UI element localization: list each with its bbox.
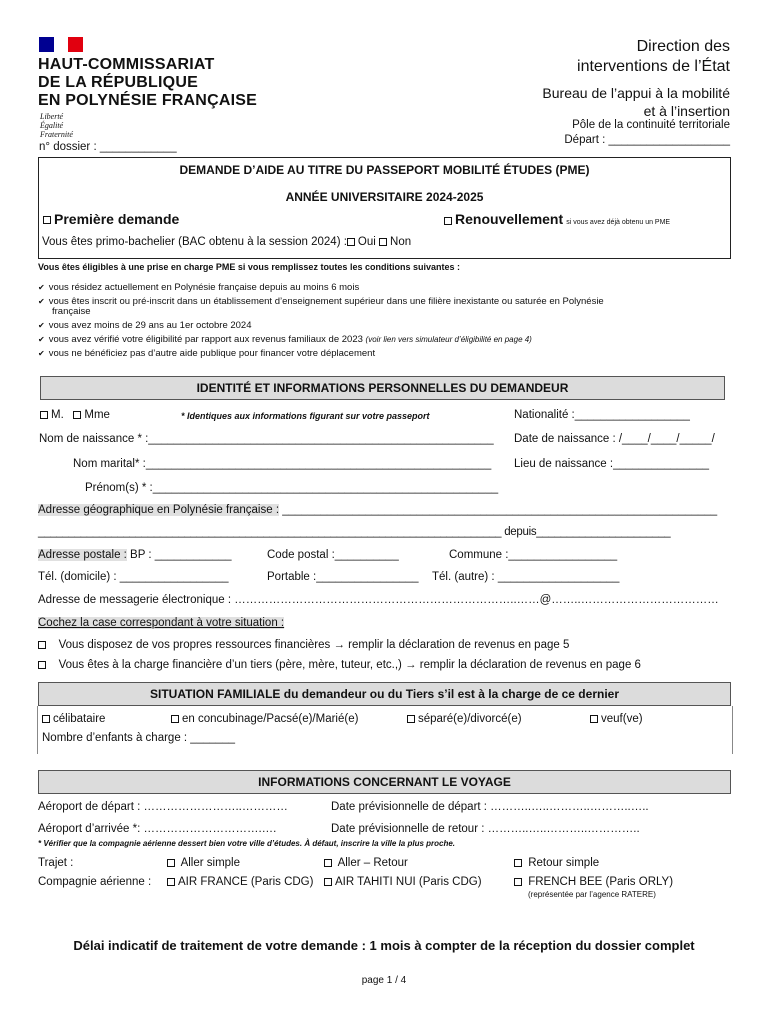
family-section-header: SITUATION FAMILIALE du demandeur ou du Tiers s’il est à la charge de ce dernier bbox=[38, 682, 731, 706]
passport-note: * Identiques aux informations figurant sur votre passeport bbox=[181, 411, 430, 421]
situation-label: Cochez la case correspondant à votre situation : bbox=[38, 617, 285, 629]
family-option-celibataire[interactable]: célibataire bbox=[42, 713, 105, 725]
processing-delay: Délai indicatif de traitement de votre demande : 1 mois à compter de la réception du dossier complet bbox=[73, 938, 695, 953]
civility-options: M. Mme bbox=[40, 409, 110, 421]
aeroport-depart-field[interactable]: Aéroport de départ : ……………………..………… bbox=[38, 801, 288, 813]
checkbox-icon[interactable] bbox=[73, 411, 81, 419]
list-item: ✔ vous avez moins de 29 ans au 1er octobre 2024 bbox=[38, 320, 252, 331]
checkbox-icon[interactable] bbox=[40, 411, 48, 419]
trajet-retour-simple[interactable]: Retour simple bbox=[514, 857, 599, 869]
adresse-geo-line2[interactable]: ____________________________________________________________________________ depuis______________________ bbox=[38, 526, 671, 538]
form-title: DEMANDE D’AIDE AU TITRE DU PASSEPORT MOBILITÉ ÉTUDES (PME) bbox=[179, 163, 590, 177]
checkbox-icon[interactable] bbox=[444, 217, 452, 225]
checkbox-icon[interactable] bbox=[167, 859, 175, 867]
family-option-separe[interactable]: séparé(e)/divorcé(e) bbox=[407, 713, 522, 725]
checkbox-icon[interactable] bbox=[347, 238, 355, 246]
compagnie-note: * Vérifier que la compagnie aérienne dessert bien votre ville d’études. À défaut, inscrire la ville la plus proche. bbox=[38, 839, 456, 848]
family-option-concubinage[interactable]: en concubinage/Pacsé(e)/Marié(e) bbox=[171, 713, 358, 725]
checkbox-icon[interactable] bbox=[43, 216, 51, 224]
trajet-aller-simple[interactable]: Aller simple bbox=[167, 857, 240, 869]
republique-flag-logo bbox=[39, 37, 83, 52]
bureau-title: Bureau de l’appui à la mobilité et à l’insertion bbox=[542, 85, 730, 119]
page-number: page 1 / 4 bbox=[361, 975, 407, 986]
direction-title: Direction des interventions de l’État bbox=[577, 38, 730, 75]
compagnie-air-france[interactable]: AIR FRANCE (Paris CDG) bbox=[167, 876, 313, 888]
adresse-geo-field[interactable]: Adresse géographique en Polynésie française : ____________________________________________________________________ bbox=[38, 504, 718, 516]
lieu-naissance-field[interactable]: Lieu de naissance :_______________ bbox=[514, 458, 710, 470]
compagnie-label: Compagnie aérienne : bbox=[38, 876, 152, 888]
email-field[interactable]: Adresse de messagerie électronique : ………………………………………………………………..……@……..……………………………… bbox=[38, 594, 719, 606]
checkbox-icon[interactable] bbox=[590, 715, 598, 723]
checkbox-icon[interactable] bbox=[324, 878, 332, 886]
checkbox-icon[interactable] bbox=[38, 661, 46, 669]
premiere-demande-option[interactable]: Première demande bbox=[43, 211, 179, 227]
depart-field[interactable]: Départ : ___________________ bbox=[564, 134, 730, 146]
checkbox-icon[interactable] bbox=[171, 715, 179, 723]
checkbox-icon[interactable] bbox=[514, 859, 522, 867]
identity-section-header: IDENTITÉ ET INFORMATIONS PERSONNELLES DU DEMANDEUR bbox=[40, 376, 725, 400]
aeroport-arrivee-field[interactable]: Aéroport d’arrivée *: ………………………….…. bbox=[38, 823, 277, 835]
checkbox-icon[interactable] bbox=[38, 641, 46, 649]
adresse-postale-field[interactable]: Adresse postale : BP : ____________ bbox=[38, 549, 232, 561]
french-bee-note: (représentée par l’agence RATERE) bbox=[528, 890, 656, 899]
checkbox-icon[interactable] bbox=[514, 878, 522, 886]
voyage-section-header: INFORMATIONS CONCERNANT LE VOYAGE bbox=[38, 770, 731, 794]
list-item: ✔ vous ne bénéficiez pas d’autre aide publique pour financer votre déplacement bbox=[38, 348, 376, 359]
tel-autre-field[interactable]: Tél. (autre) : ___________________ bbox=[432, 571, 620, 583]
organisation-name: HAUT-COMMISSARIAT DE LA RÉPUBLIQUE EN POLYNÉSIE FRANÇAISE bbox=[38, 56, 257, 109]
eligibility-list bbox=[38, 281, 604, 361]
code-postal-field[interactable]: Code postal :__________ bbox=[267, 549, 399, 561]
list-item: ✔ vous êtes inscrit ou pré-inscrit dans un établissement d’enseignement supérieur dans une filière inexistante ou saturée en Polynésie bbox=[38, 296, 604, 307]
situation-option-2[interactable]: Vous êtes à la charge financière d’un tiers (père, mère, tuteur, etc.,) → remplir la déclaration de revenus en page 6 bbox=[38, 659, 641, 671]
checkbox-icon[interactable] bbox=[167, 878, 175, 886]
portable-field[interactable]: Portable :________________ bbox=[267, 571, 419, 583]
date-retour-field[interactable]: Date prévisionnelle de retour : ………..…..………..………….. bbox=[331, 823, 640, 835]
enfants-field[interactable]: Nombre d’enfants à charge : _______ bbox=[42, 732, 236, 744]
eligibility-intro: Vous êtes éligibles à une prise en charge PME si vous remplissez toutes les conditions suivantes : bbox=[38, 262, 460, 272]
commune-field[interactable]: Commune :_________________ bbox=[449, 549, 618, 561]
date-naissance-field[interactable]: Date de naissance : /____/____/_____/ bbox=[514, 433, 715, 445]
republic-motto: Liberté Égalité Fraternité bbox=[40, 112, 73, 139]
nom-marital-field[interactable]: Nom marital* :______________________________________________________ bbox=[73, 458, 492, 470]
list-item: ✔ vous résidez actuellement en Polynésie française depuis au moins 6 mois bbox=[38, 282, 360, 293]
pole-label: Pôle de la continuité territoriale bbox=[572, 119, 730, 131]
compagnie-french-bee[interactable]: FRENCH BEE (Paris ORLY) bbox=[514, 876, 673, 888]
academic-year: ANNÉE UNIVERSITAIRE 2024-2025 bbox=[285, 190, 484, 204]
date-depart-field[interactable]: Date prévisionnelle de départ : ………..…..………..………..….. bbox=[331, 801, 649, 813]
checkbox-icon[interactable] bbox=[379, 238, 387, 246]
dossier-number-field[interactable]: n° dossier : ____________ bbox=[39, 141, 177, 153]
nationalite-field[interactable]: Nationalité :__________________ bbox=[514, 409, 690, 421]
trajet-aller-retour[interactable]: Aller – Retour bbox=[324, 857, 408, 869]
checkbox-icon[interactable] bbox=[407, 715, 415, 723]
family-option-veuf[interactable]: veuf(ve) bbox=[590, 713, 643, 725]
list-item: ✔ vous avez vérifié votre éligibilité par rapport aux revenus familiaux de 2023 (voir lien vers simulateur d’éligibilité en page 4) bbox=[38, 334, 532, 345]
situation-option-1[interactable]: Vous disposez de vos propres ressources financières → remplir la déclaration de revenus en page 5 bbox=[38, 639, 569, 651]
primo-bachelier-question: Vous êtes primo-bachelier (BAC obtenu à la session 2024) : Oui Non bbox=[42, 236, 412, 248]
checkbox-icon[interactable] bbox=[42, 715, 50, 723]
tel-domicile-field[interactable]: Tél. (domicile) : _________________ bbox=[38, 571, 229, 583]
compagnie-air-tahiti-nui[interactable]: AIR TAHITI NUI (Paris CDG) bbox=[324, 876, 482, 888]
trajet-label: Trajet : bbox=[38, 857, 74, 869]
renouvellement-option[interactable]: Renouvellement si vous avez déjà obtenu un PME bbox=[444, 211, 670, 227]
prenoms-field[interactable]: Prénom(s) * :______________________________________________________ bbox=[85, 482, 499, 494]
list-item: française bbox=[52, 306, 91, 317]
nom-naissance-field[interactable]: Nom de naissance * :______________________________________________________ bbox=[39, 433, 494, 445]
checkbox-icon[interactable] bbox=[324, 859, 332, 867]
